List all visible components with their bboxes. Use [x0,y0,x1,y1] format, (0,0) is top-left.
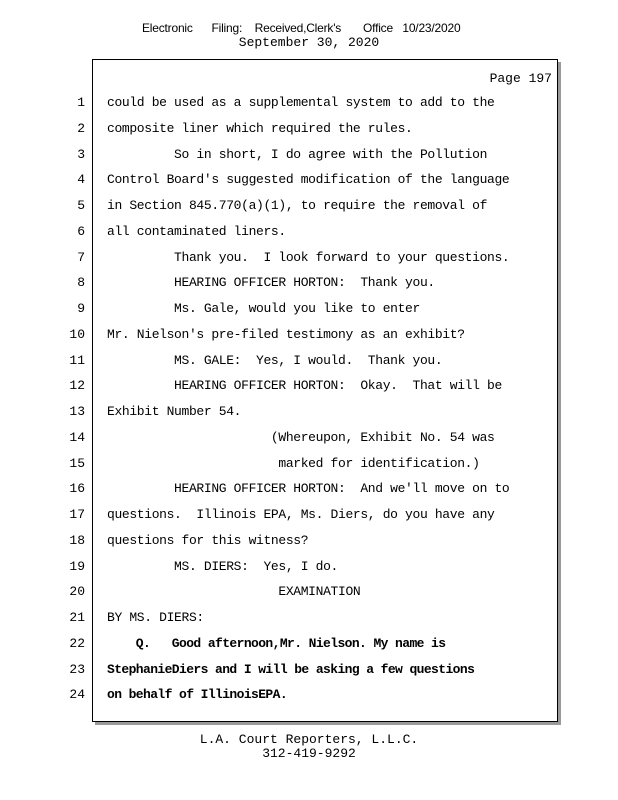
transcript-line: on behalf of IllinoisEPA. [107,687,288,702]
line-number: 17 [69,507,85,522]
transcript-line: EXAMINATION [107,584,361,599]
line-number: 21 [69,610,85,625]
transcript-line: HEARING OFFICER HORTON: And we'll move on to [107,481,510,496]
line-number: 7 [77,250,85,265]
reporter-company: L.A. Court Reporters, L.L.C. [199,732,419,747]
line-number: 3 [77,147,85,162]
line-number: 1 [77,95,85,110]
transcript-line: Thank you. I look forward to your questions. [107,250,510,265]
line-number: 6 [77,224,85,239]
transcript-line: composite liner which required the rules. [107,121,413,136]
line-number: 19 [69,559,85,574]
transcript-line: (Whereupon, Exhibit No. 54 was [107,430,495,445]
line-number: 8 [77,275,85,290]
transcript-line: MS. DIERS: Yes, I do. [107,559,338,574]
line-number: 18 [69,533,85,548]
transcript-line: BY MS. DIERS: [107,610,204,625]
transcript-line: Mr. Nielson's pre-filed testimony as an exhibit? [107,327,465,342]
transcript-line: HEARING OFFICER HORTON: Thank you. [107,275,435,290]
line-number: 22 [69,636,85,651]
line-number: 5 [77,198,85,213]
line-number: 13 [69,404,85,419]
transcript-line: MS. GALE: Yes, I would. Thank you. [107,353,443,368]
footer [0,733,618,761]
transcript-line: questions. Illinois EPA, Ms. Diers, do you have any [107,507,495,522]
line-number: 12 [69,378,85,393]
line-number: 2 [77,121,85,136]
line-number: 10 [69,327,85,342]
transcript-line: StephanieDiers and I will be asking a few questions [107,662,475,677]
page-number: Page 197 [489,71,552,86]
line-number: 4 [77,172,85,187]
transcript-line: So in short, I do agree with the Pollution [107,147,488,162]
transcript-line: Ms. Gale, would you like to enter [107,301,420,316]
transcript-line: in Section 845.770(a)(1), to require the removal of [107,198,488,213]
line-number: 24 [69,687,85,702]
transcript-line: all contaminated liners. [107,224,286,239]
transcript-line: could be used as a supplemental system to add to the [107,95,495,110]
filing-stamp: Electronic Filing: Received,Clerk's Office 10/23/2020 [142,21,461,35]
line-number: 14 [69,430,85,445]
transcript-line: Exhibit Number 54. [107,404,242,419]
line-number: 16 [69,481,85,496]
transcript-line: HEARING OFFICER HORTON: Okay. That will be [107,378,502,393]
transcript-line: Q. Good afternoon,Mr. Nielson. My name is [107,636,446,651]
line-number: 11 [69,353,85,368]
transcript-line: marked for identification.) [107,456,480,471]
line-number: 15 [69,456,85,471]
line-number: 20 [69,584,85,599]
reporter-phone: 312-419-9292 [262,746,356,761]
line-number: 23 [69,662,85,677]
transcript-line: Control Board's suggested modification of the language [107,172,510,187]
line-number: 9 [77,301,85,316]
transcript-date: September 30, 2020 [238,35,380,50]
transcript-line: questions for this witness? [107,533,309,548]
